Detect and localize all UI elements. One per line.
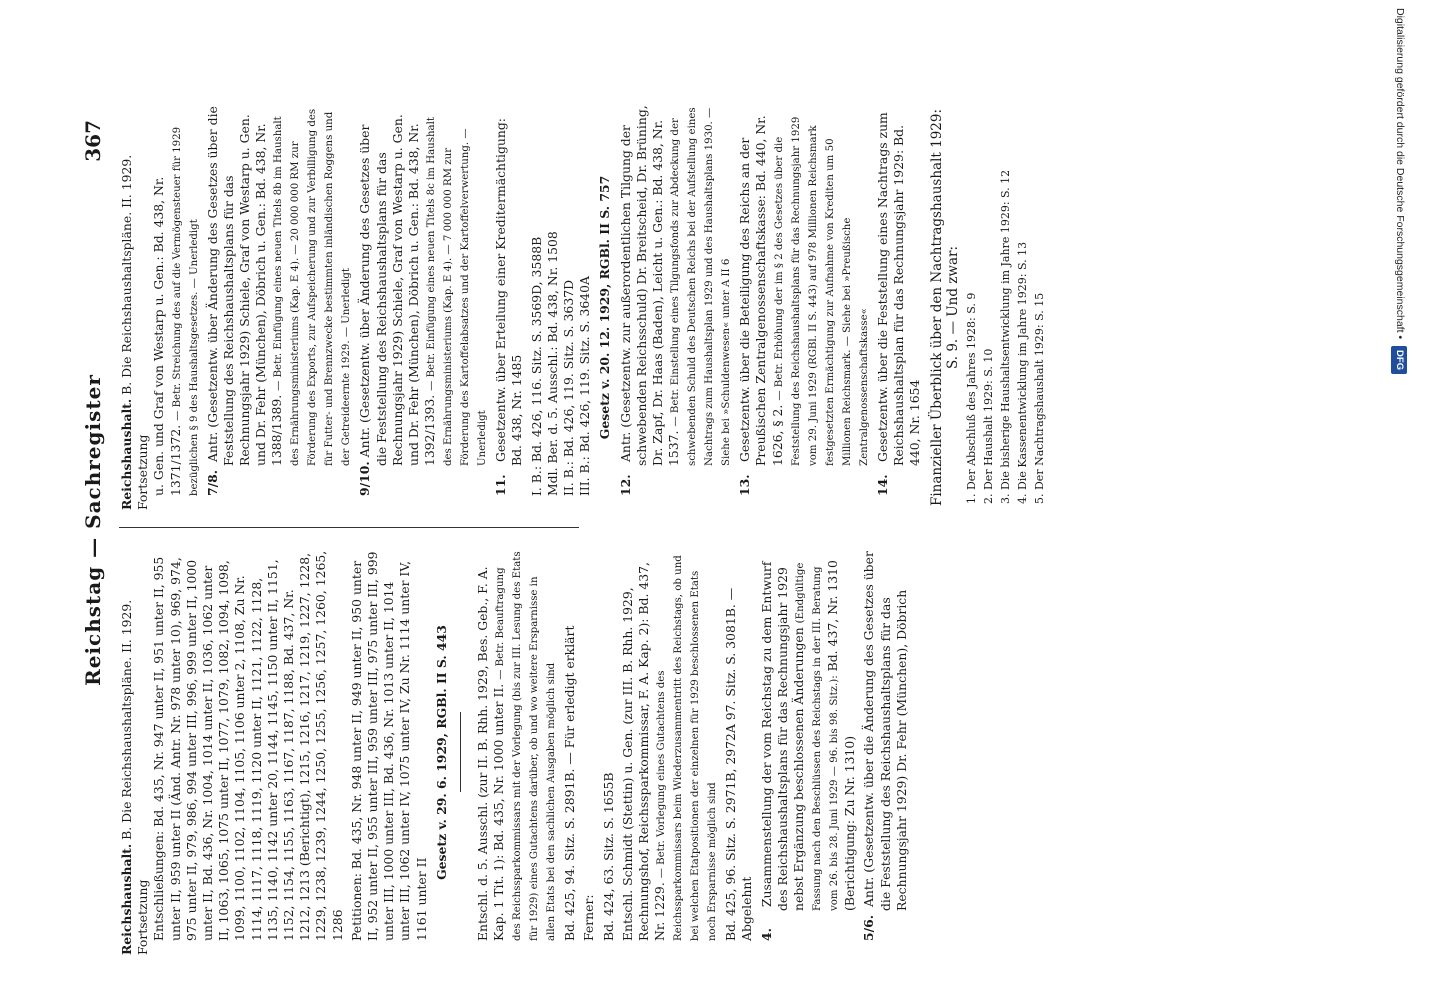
numbered-entry	[357, 105, 490, 510]
entry-note: — Betr. Einfügung eines neuen Titels 8b im Haushalt des Ernährungsministeriums (Kap. E 4). — 20 000 000 RM zur Förderung des Exports, zur Aufspeicherung und zur Verbilligung des für Futter- und Brennzwecke bestimmten inländischen Roggens und der Getreideernte 1929. — Unerledigt	[273, 108, 353, 466]
right-column-heading	[119, 105, 135, 510]
entry-note: — Betr. Streichung des auf die Vermögensteuer für 1929 bezüglichen § 9 des Haushaltsgesetzes. — Unerledigt	[171, 126, 200, 496]
overview-item: 2. Der Haushalt 1929: S. 10	[981, 348, 995, 504]
resolution-subject: — Betr. Vorlegung eines Gutachtens des Reichssparkommissars beim Wiederzusammentritt des Reichstags, ob und bei welchen Etatpositionen der einzelnen für 1929 beschlossenen Etats noch Ersparnisse möglich sind	[656, 555, 719, 941]
entry-main: Gesetzentw. über die Feststellung eines Nachtrags zum Reichshaushaltsplan für das Rechnungsjahr 1929: Bd. 440, Nr. 1654	[874, 112, 923, 466]
ferner-label: Ferner:	[581, 894, 597, 941]
numbered-entry	[205, 105, 355, 510]
entry-number: 4.	[758, 928, 774, 941]
numbered-entry	[875, 105, 924, 510]
continued-entry	[151, 105, 201, 510]
resolution-refs: Bd. 425, 94. Sitz. S. 2891B. — Für erledigt erklärt	[562, 625, 578, 941]
entry-main: Gesetzentw. über die Beteiligung des Reichs an der Preußischen Zentralgenossenschaftskasse: Bd. 440, Nr. 1626, § 2.	[737, 115, 785, 466]
numbered-entry	[493, 105, 525, 510]
entry-number: 5/6.	[861, 914, 877, 941]
entry-main: Antr. (Gesetzentw. über die Änderung des Gesetzes über die Feststellung des Reichshaushaltsplans für das Rechnungsjahr 1929) Dr. Fehr (München), Döbrich	[861, 551, 909, 911]
reading-line: I. B.: Bd. 426, 116. Sitz. S. 3569D, 3588B	[528, 236, 544, 496]
entry-number: 9/10.	[357, 461, 373, 496]
overview-item: 1. Der Abschluß des Jahres 1928: S. 9	[964, 292, 978, 504]
resolution-entry	[475, 550, 559, 955]
numbered-entry	[759, 550, 859, 955]
overview-item: 5. Der Nachtragshaushalt 1929: S. 15	[1032, 292, 1046, 504]
page-number: 367	[81, 120, 105, 162]
continuation-label: Fortsetzung	[135, 434, 151, 510]
left-column	[119, 550, 913, 955]
funding-note	[1376, 8, 1408, 908]
entry-number: 7/8.	[204, 469, 220, 496]
numbered-entry	[737, 105, 871, 510]
entry-main: Antr. (Gesetzentw. über Änderung des Gesetzes über die Feststellung des Reichshaushaltsplans für das Rechnungsjahr 1929) Schiele, Graf von Westarp u. Gen. und Dr. Fehr (München), Döbrich u. Gen.: Bd. 438, Nr. 1392/1393.	[357, 114, 438, 466]
left-column-heading	[119, 550, 135, 955]
reading-line: III. B.: Bd. 426, 119. Sitz. S. 3640A	[577, 276, 593, 496]
resolution-subject: — Betr. Beauftragung des Reichssparkommissars mit der Vorlegung (bis zur III. Lesung des Etats für 1929) eines Gutachtens darüber, ob und wo weitere Ersparnisse in allen Etats bei den sachlichen Ausgaben möglich sind	[495, 551, 558, 941]
heading-keyword: Reichshaushalt.	[119, 843, 134, 955]
dfg-logo: DFG	[1391, 346, 1407, 374]
rotated-scanned-page	[75, 100, 1415, 960]
entry-number: 13.	[737, 474, 753, 496]
reading-line: II. B.: Bd. 426, 119. Sitz. S. 3637D	[561, 279, 577, 496]
entry-note: — Betr. Erhöhung der im § 2 des Gesetzes über die Feststellung des Reichshaushaltsplans für das Rechnungsjahr 1929 vom 29. Juni 1929 (RGBl. II S. 443) auf 978 Millionen Reichsmark festgesetzten Ermächtigung zur Aufnahme von Krediten um 50 Millionen Reichsmark. — Siehe bei »Preußische Zentralgenossenschaftskasse«	[773, 116, 870, 466]
entry-note: (Endgültige Fassung nach den Beschlüssen des Reichstags in der III. Beratung vom 26. bis 28. Juni 1929 — 96. bis 98. Sitz.):	[795, 562, 841, 911]
reading-line: Mdl. Ber. d. 5. Ausschl.: Bd. 438, Nr. 1508	[544, 231, 560, 496]
heading-section: B. Die Reichshaushaltspläne. II. 1929.	[119, 154, 134, 395]
entry-main: Antr. (Gesetzentw. über Änderung des Gesetzes über die Feststellung des Reichshaushaltsplans für das Rechnungsjahr 1929) Schiele, Graf von Westarp u. Gen. und Dr. Fehr (München), Döbrich u. Gen.: Bd. 438, Nr. 1388/1389.	[204, 106, 285, 466]
entry-note: — Betr. Einfügung eines neuen Titels 8c im Haushalt des Ernährungsministeriums (Kap. E 4). — 7 000 000 RM zur Förderung des Kartoffelabsatzes und der Kartoffelverwertung. — Unerledigt	[426, 117, 489, 466]
right-column	[119, 105, 1049, 510]
entry-main: u. Gen. und Graf von Westarp u. Gen.: Bd. 438, Nr. 1371/1372.	[151, 176, 183, 496]
column-divider	[119, 527, 579, 528]
numbered-entry	[861, 550, 910, 955]
entry-number: 11.	[493, 474, 509, 496]
law-reference: Gesetz v. 29. 6. 1929, RGBl. II S. 443	[433, 625, 449, 880]
entry-note: — Betr. Einstellung eines Tilgungsfonds zur Abdeckung der schwebenden Schuld des Deutschen Reichs bei der Aufstellung eines Nachtrags zum Haushaltsplan 1929 und des Haushaltsplans 1930. — Siehe bei »Schuldenwesen« unter A II 6	[670, 107, 733, 466]
numbered-entry	[618, 105, 735, 510]
entry-number: 14.	[874, 474, 890, 496]
reading-references	[529, 105, 594, 496]
running-title: Reichstag — Sachregister	[81, 374, 105, 686]
entry-main: Gesetzentw. über Erteilung einer Kreditermächtigung: Bd. 438, Nr. 1485	[493, 118, 525, 466]
resolution-main: Entschl. Schmidt (Stettin) u. Gen. (zur III. B. Rhh. 1929, Rechnungshof, Reichssparkommissar, F. A. Kap. 2): Bd. 437, Nr. 1229.	[619, 562, 668, 941]
section-divider	[460, 713, 461, 793]
entschliessungen-entry: Entschließungen: Bd. 435, Nr. 947 unter II, 951 unter II, 955 unter II, 959 unter II (Änd. Antr. Nr. 978 unter 10), 969, 974, 975 unter II, 979, 986, 994 unter III, 996, 999 unter II, 1000 unter II, Bd. 436, Nr. 1004, 1014 unter II, 1036, 1062 unter II, 1063, 1065, 1075 unter II, 1077, 1079, 1082, 1094, 1098, 1099, 1100, 1102, 1104, 1105, 1106 unter 2, 1108, Zu Nr. 1114, 1117, 1118, 1119, 1120 unter II, 1121, 1122, 1128, 1135, 1140, 1142 unter 20, 1144, 1145, 1150 unter II, 1151, 1152, 1154, 1155, 1163, 1167, 1187, 1188, Bd. 437, Nr. 1212, 1213 (Berichtigt), 1215, 1216, 1217, 1219, 1227, 1228, 1229, 1238, 1239, 1244, 1250, 1255, 1256, 1257, 1260, 1265, 1286	[151, 550, 345, 941]
entry-main: Antr. (Gesetzentw. zur außerordentlichen Tilgung der schwebenden Reichsschuld) Dr. Breitscheid, Dr. Brüning, Dr. Zapf, Dr. Haas (Baden), Leicht u. Gen.: Bd. 438, Nr. 1537.	[617, 105, 682, 466]
law-reference: Gesetz v. 20. 12. 1929, RGBl. II S. 757	[597, 175, 613, 440]
page-header	[75, 100, 115, 960]
ferner-refs: Bd. 424, 63. Sitz. S. 1655B	[600, 772, 616, 941]
funding-note-text: Digitalisierung gefördert durch die Deutsche Forschungsgemeinschaft •	[1394, 8, 1406, 340]
entry-refs: Bd. 437, Nr. 1310 (Berichtigung: Zu Nr. 1310)	[825, 560, 858, 911]
entry-main: Zusammenstellung der vom Reichstag zu dem Entwurf des Reichshaushaltsplans für das Rechnungsjahr 1929 nebst Ergänzung beschlossenen Änderungen	[758, 561, 807, 911]
petitionen-entry: Petitionen: Bd. 435, Nr. 948 unter II, 949 unter II, 950 unter II, 952 unter II, 955 unter III, 959 unter III, 975 unter III, 999 unter III, 1000 unter III, Bd. 436, Nr. 1013 unter II, 1014 unter III, 1062 unter IV, 1075 unter IV, Zu Nr. 1114 unter IV, 1161 unter II	[348, 551, 429, 941]
financial-overview-title: Finanzieller Überblick über den Nachtragshaushalt 1929: S. 9. — Und zwar:	[929, 108, 962, 507]
resolution-entry	[620, 550, 720, 955]
entry-number: 12.	[617, 474, 633, 496]
overview-item: 3. Die bisherige Haushaltsentwicklung im Jahre 1929: S. 12	[998, 169, 1012, 504]
resolution-main: Entschl. d. 5. Ausschl. (zur II. B. Rhh. 1929, Bes. Geb., F. A. Kap. 1 Tit. 1): Bd. 435, Nr. 1000 unter II.	[475, 566, 507, 941]
heading-keyword: Reichshaushalt.	[119, 398, 134, 510]
overview-item: 4. Die Kassenentwicklung im Jahre 1929: S. 13	[1015, 241, 1029, 504]
continuation-label: Fortsetzung	[135, 879, 151, 955]
resolution-refs: Bd. 425, 96. Sitz. S. 2971B, 2972A 97. Sitz. S. 3081B. — Abgelehnt	[723, 587, 755, 941]
heading-section: B. Die Reichshaushaltspläne. II. 1929.	[119, 599, 134, 840]
